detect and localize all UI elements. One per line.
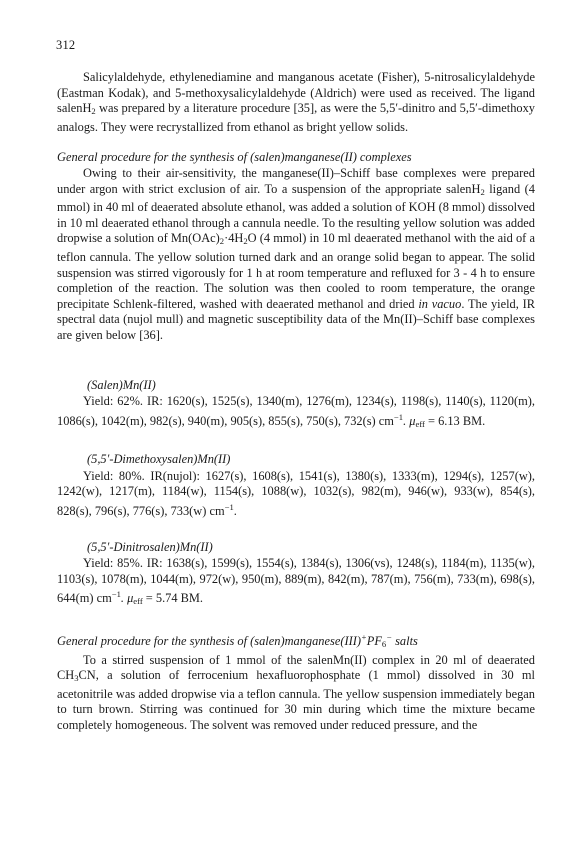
- compound-entry: [57, 452, 535, 519]
- compound-name: (5,5′-Dimethoxysalen)Mn(II): [87, 452, 231, 467]
- compound-name: (Salen)Mn(II): [87, 377, 156, 392]
- page-number: 312: [56, 38, 76, 52]
- page-body: [57, 70, 535, 734]
- compound-name: (5,5′-Dinitrosalen)Mn(II): [87, 539, 213, 554]
- section-heading-mn2: General procedure for the synthesis of (salen)manganese(II) complexes: [57, 150, 412, 165]
- compound-entry: [57, 540, 535, 610]
- compound-data: Yield: 62%. IR: 1620(s), 1525(s), 1340(m), 1276(m), 1234(s), 1198(s), 1140(s), 1120(m), 1086(s), 1042(m), 982(s), 940(m), 905(s), 855(s), 750(s), 732(s) $cm^{-1}$. $\mu_{eff} = 6.13$ BM.: [57, 394, 535, 429]
- procedure-paragraph: Owing to their air-sensitivity, the manganese(II)–Schiff base complexes were prepared under argon with strict exclusion of air. To a suspension of the appropriate salenH$_2$ ligand (4 mmol) in 40 ml of deaerated absolute ethanol, was added a solution of KOH (8 mmol) dissolved in 10 ml deaerated ethanol through a cannula needle. To the resulting yellow solution was added dropwise a solution of $Mn(OAc)_2\cdot 4H_2O$ (4 mmol) in 10 ml deaerated methanol with the aid of a teflon cannula. The yellow solution turned dark and an orange solid began to appear. The solid suspension was stirred vigorously for 1 h at room temperature and refluxed for 3 - 4 h to ensure completion of the reaction. The solution was then cooled to room temperature, the orange precipitate Schlenk-filtered, washed with deaerated methanol and dried in vacuo. The yield, IR spectral data (nujol mull) and magnetic susceptibility data of the Mn(II)–Schiff base complexes are given below [36].: [57, 165, 535, 342]
- intro-paragraph: Salicylaldehyde, ethylenediamine and manganous acetate (Fisher), 5-nitrosalicylaldehyde (Eastman Kodak), and 5-methoxysalicylaldehyde (Aldrich) were used as received. The ligand salenH$_2$ was prepared by a literature procedure [35], as were the 5,5′-dinitro and 5,5′-dimethoxy analogs. They were recrystallized from ethanol as bright yellow solids.: [57, 70, 535, 134]
- compound-data: Yield: 85%. IR: 1638(s), 1599(s), 1554(s), 1384(s), 1306(vs), 1248(s), 1184(m), 1135(w), 1103(s), 1078(m), 1044(m), 972(w), 950(m), 889(m), 842(m), 787(m), 756(m), 733(m), 698(s), 644(m) $cm^{-1}$. $\mu_{eff} = 5.74$ BM.: [57, 556, 535, 607]
- procedure-paragraph: To a stirred suspension of 1 mmol of the salenMn(II) complex in 20 ml of deaerated $CH_3CN$, a solution of ferrocenium hexafluorophosphate (1 mmol) dissolved in 30 ml acetonitrile was added dropwise via a teflon cannula. The yellow suspension immediately began to turn brown. Stirring was continued for 30 min during which time the mixture became completely homogeneous. The solvent was removed under reduced pressure, and the: [57, 652, 535, 732]
- compound-entry: [57, 378, 535, 433]
- section-heading-mn3: General procedure for the synthesis of $(salen)manganese(III)^+PF_6^-$ salts: [57, 632, 418, 650]
- compound-data: Yield: 80%. IR(nujol): 1627(s), 1608(s), 1541(s), 1380(s), 1333(m), 1294(s), 1257(w), 1242(w), 1217(m), 1184(w), 1154(s), 1088(w), 1032(s), 982(m), 946(w), 933(w), 854(s), 828(s), 796(s), 776(s), 733(w) $cm^{-1}$.: [57, 468, 535, 519]
